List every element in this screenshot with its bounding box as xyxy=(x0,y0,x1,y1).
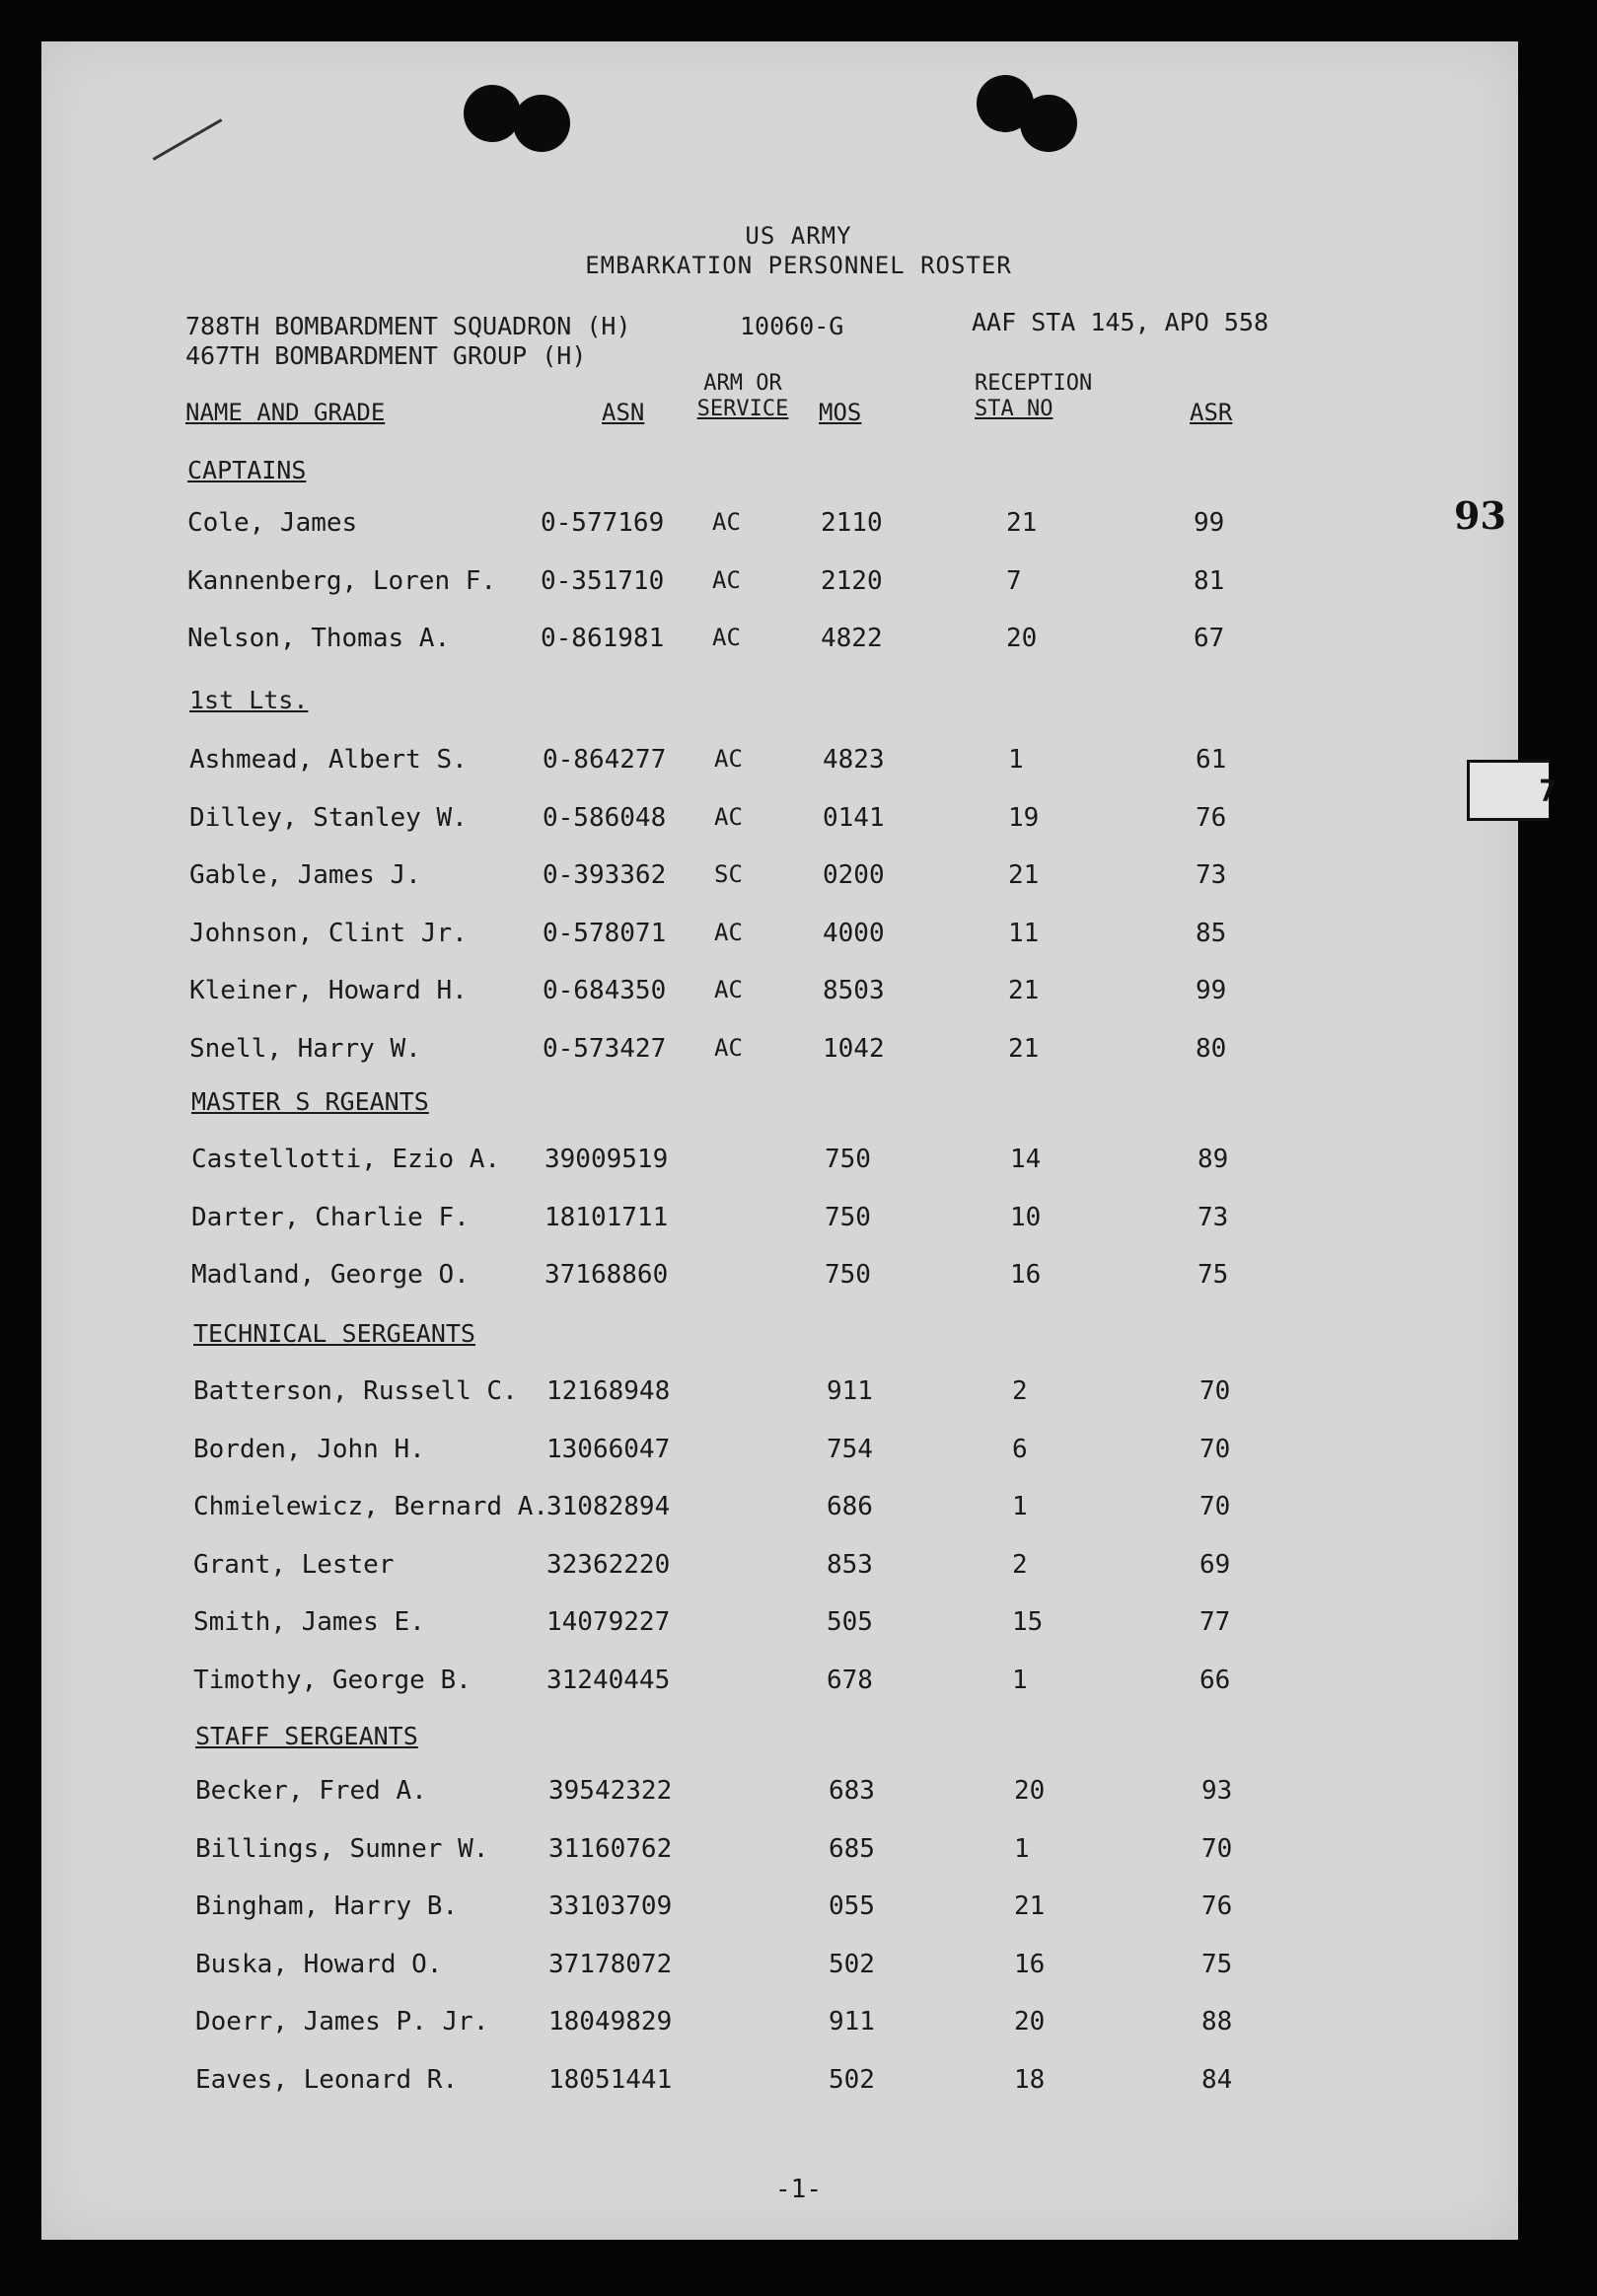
roster-row xyxy=(0,1666,1597,1705)
asr-value: 70 xyxy=(1201,1834,1233,1864)
asn-value: 31240445 xyxy=(546,1666,671,1695)
arm-service-value: SC xyxy=(714,860,743,888)
section-heading: TECHNICAL SERGEANTS xyxy=(193,1319,475,1348)
person-name: Doerr, James P. Jr. xyxy=(195,2007,489,2037)
asn-value: 0-577169 xyxy=(541,508,665,538)
roster-row xyxy=(0,1260,1597,1299)
reception-station-value: 19 xyxy=(1008,803,1040,833)
reception-station-value: 21 xyxy=(1008,860,1040,890)
reception-station-value: 1 xyxy=(1012,1492,1028,1521)
arm-service-value: AC xyxy=(714,745,743,773)
col-header-sta-line1: RECEPTION xyxy=(975,371,1093,396)
roster-row xyxy=(0,1834,1597,1874)
person-name: Kannenberg, Loren F. xyxy=(187,566,497,596)
reception-station-value: 1 xyxy=(1008,745,1024,775)
mos-value: 683 xyxy=(829,1776,875,1806)
mos-value: 0141 xyxy=(823,803,885,833)
reception-station-value: 21 xyxy=(1006,508,1038,538)
asn-value: 18101711 xyxy=(544,1203,669,1232)
roster-row xyxy=(0,1776,1597,1815)
reception-station-value: 7 xyxy=(1006,566,1022,596)
arm-service-value: AC xyxy=(714,919,743,946)
arm-service-value: AC xyxy=(712,566,741,594)
arm-service-value: AC xyxy=(712,624,741,651)
mos-value: 4823 xyxy=(823,745,885,775)
arm-service-value: AC xyxy=(714,803,743,831)
reception-station-value: 18 xyxy=(1014,2065,1046,2095)
asr-value: 99 xyxy=(1194,508,1225,538)
reception-station-value: 14 xyxy=(1010,1145,1042,1174)
reception-station-value: 21 xyxy=(1008,1034,1040,1064)
roster-row xyxy=(0,1607,1597,1647)
reception-station-value: 16 xyxy=(1014,1950,1046,1979)
reception-station-value: 15 xyxy=(1012,1607,1044,1637)
person-name: Nelson, Thomas A. xyxy=(187,624,451,653)
asn-value: 13066047 xyxy=(546,1435,671,1464)
asn-value: 31082894 xyxy=(546,1492,671,1521)
asr-value: 61 xyxy=(1196,745,1227,775)
section-heading: STAFF SERGEANTS xyxy=(195,1722,418,1750)
asn-value: 0-578071 xyxy=(543,919,667,948)
person-name: Johnson, Clint Jr. xyxy=(189,919,468,948)
asr-value: 67 xyxy=(1194,624,1225,653)
roster-row xyxy=(0,566,1597,606)
reception-station-value: 2 xyxy=(1012,1376,1028,1406)
asn-value: 37168860 xyxy=(544,1260,669,1290)
asr-value: 89 xyxy=(1198,1145,1229,1174)
asr-value: 77 xyxy=(1199,1607,1231,1637)
col-header-asr: ASR xyxy=(1190,399,1233,426)
mos-value: 911 xyxy=(829,2007,875,2037)
mos-value: 0200 xyxy=(823,860,885,890)
person-name: Becker, Fred A. xyxy=(195,1776,427,1806)
person-name: Borden, John H. xyxy=(193,1435,425,1464)
asr-value: 66 xyxy=(1199,1666,1231,1695)
asn-value: 39542322 xyxy=(548,1776,673,1806)
roster-row xyxy=(0,1550,1597,1590)
asn-value: 33103709 xyxy=(548,1891,673,1921)
asn-value: 39009519 xyxy=(544,1145,669,1174)
reception-station-value: 1 xyxy=(1014,1834,1030,1864)
asn-value: 0-351710 xyxy=(541,566,665,596)
roster-row xyxy=(0,1435,1597,1474)
unit-code: 10060-G xyxy=(740,312,844,340)
person-name: Chmielewicz, Bernard A. xyxy=(193,1492,549,1521)
roster-row xyxy=(0,860,1597,900)
asr-value: 75 xyxy=(1198,1260,1229,1290)
punch-hole-right-b xyxy=(1020,95,1077,152)
person-name: Dilley, Stanley W. xyxy=(189,803,468,833)
roster-row xyxy=(0,745,1597,784)
asr-value: 80 xyxy=(1196,1034,1227,1064)
title-line-2: EMBARKATION PERSONNEL ROSTER xyxy=(585,252,1012,279)
asn-value: 0-393362 xyxy=(543,860,667,890)
roster-row xyxy=(0,1492,1597,1531)
asn-value: 18049829 xyxy=(548,2007,673,2037)
person-name: Ashmead, Albert S. xyxy=(189,745,468,775)
asr-value: 70 xyxy=(1199,1492,1231,1521)
person-name: Darter, Charlie F. xyxy=(191,1203,470,1232)
person-name: Smith, James E. xyxy=(193,1607,425,1637)
reception-station-value: 21 xyxy=(1008,976,1040,1005)
arm-service-value: AC xyxy=(714,1034,743,1062)
mos-value: 678 xyxy=(827,1666,873,1695)
asr-value: 70 xyxy=(1199,1376,1231,1406)
roster-row xyxy=(0,1203,1597,1242)
asr-value: 73 xyxy=(1198,1203,1229,1232)
mos-value: 8503 xyxy=(823,976,885,1005)
asn-value: 37178072 xyxy=(548,1950,673,1979)
person-name: Timothy, George B. xyxy=(193,1666,472,1695)
asn-value: 0-864277 xyxy=(543,745,667,775)
col-header-sta xyxy=(975,371,1117,422)
mos-value: 4000 xyxy=(823,919,885,948)
reception-station-value: 20 xyxy=(1014,1776,1046,1806)
mos-value: 2110 xyxy=(821,508,883,538)
mos-value: 750 xyxy=(825,1260,871,1290)
person-name: Castellotti, Ezio A. xyxy=(191,1145,501,1174)
mos-value: 2120 xyxy=(821,566,883,596)
section-heading: MASTER S RGEANTS xyxy=(191,1087,429,1116)
col-header-arm xyxy=(679,371,807,422)
mos-value: 1042 xyxy=(823,1034,885,1064)
roster-row xyxy=(0,803,1597,843)
asn-value: 0-861981 xyxy=(541,624,665,653)
asr-value: 73 xyxy=(1196,860,1227,890)
reception-station-value: 20 xyxy=(1006,624,1038,653)
col-header-asn: ASN xyxy=(602,399,645,426)
person-name: Cole, James xyxy=(187,508,358,538)
person-name: Buska, Howard O. xyxy=(195,1950,443,1979)
person-name: Bingham, Harry B. xyxy=(195,1891,459,1921)
col-header-sta-line2: STA NO xyxy=(975,397,1053,421)
asr-value: 88 xyxy=(1201,2007,1233,2037)
reception-station-value: 2 xyxy=(1012,1550,1028,1580)
col-header-mos: MOS xyxy=(819,399,862,426)
group-name: 467TH BOMBARDMENT GROUP (H) xyxy=(185,341,587,370)
col-header-arm-line1: ARM OR xyxy=(703,371,782,396)
mos-value: 685 xyxy=(829,1834,875,1864)
person-name: Snell, Harry W. xyxy=(189,1034,421,1064)
person-name: Grant, Lester xyxy=(193,1550,395,1580)
roster-row xyxy=(0,508,1597,548)
asn-value: 0-573427 xyxy=(543,1034,667,1064)
margin-stamp: 93 xyxy=(1454,493,1506,538)
mos-value: 502 xyxy=(829,1950,875,1979)
asr-value: 69 xyxy=(1199,1550,1231,1580)
reception-station-value: 16 xyxy=(1010,1260,1042,1290)
roster-row xyxy=(0,1891,1597,1931)
roster-row xyxy=(0,1145,1597,1184)
asn-value: 18051441 xyxy=(548,2065,673,2095)
reception-station-value: 21 xyxy=(1014,1891,1046,1921)
asr-value: 70 xyxy=(1199,1435,1231,1464)
page-number: -1- xyxy=(775,2175,822,2204)
roster-row xyxy=(0,2007,1597,2046)
asn-value: 31160762 xyxy=(548,1834,673,1864)
col-header-arm-line2: SERVICE xyxy=(696,397,789,421)
asr-value: 75 xyxy=(1201,1950,1233,1979)
person-name: Gable, James J. xyxy=(189,860,421,890)
person-name: Eaves, Leonard R. xyxy=(195,2065,459,2095)
index-tab xyxy=(1467,760,1549,821)
roster-row xyxy=(0,1034,1597,1074)
reception-station-value: 6 xyxy=(1012,1435,1028,1464)
reception-station-value: 20 xyxy=(1014,2007,1046,2037)
station: AAF STA 145, APO 558 xyxy=(972,308,1270,336)
section-heading: CAPTAINS xyxy=(187,456,307,484)
person-name: Billings, Sumner W. xyxy=(195,1834,489,1864)
asn-value: 14079227 xyxy=(546,1607,671,1637)
arm-service-value: AC xyxy=(714,976,743,1003)
person-name: Kleiner, Howard H. xyxy=(189,976,468,1005)
index-tab-mark: 7 xyxy=(1539,775,1558,809)
asr-value: 84 xyxy=(1201,2065,1233,2095)
asr-value: 76 xyxy=(1196,803,1227,833)
reception-station-value: 1 xyxy=(1012,1666,1028,1695)
roster-row xyxy=(0,976,1597,1015)
roster-row xyxy=(0,2065,1597,2105)
mos-value: 055 xyxy=(829,1891,875,1921)
asr-value: 99 xyxy=(1196,976,1227,1005)
asr-value: 81 xyxy=(1194,566,1225,596)
section-heading: 1st Lts. xyxy=(189,686,309,714)
roster-row xyxy=(0,1376,1597,1416)
mos-value: 911 xyxy=(827,1376,873,1406)
mos-value: 754 xyxy=(827,1435,873,1464)
roster-row xyxy=(0,1950,1597,1989)
punch-hole-left-b xyxy=(513,95,570,152)
punch-hole-left-a xyxy=(464,85,521,142)
reception-station-value: 10 xyxy=(1010,1203,1042,1232)
asr-value: 85 xyxy=(1196,919,1227,948)
mos-value: 853 xyxy=(827,1550,873,1580)
arm-service-value: AC xyxy=(712,508,741,536)
squadron-name: 788TH BOMBARDMENT SQUADRON (H) xyxy=(185,312,631,340)
title-line-1: US ARMY xyxy=(745,222,852,250)
mos-value: 4822 xyxy=(821,624,883,653)
roster-row xyxy=(0,624,1597,663)
mos-value: 686 xyxy=(827,1492,873,1521)
asn-value: 12168948 xyxy=(546,1376,671,1406)
mos-value: 750 xyxy=(825,1203,871,1232)
reception-station-value: 11 xyxy=(1008,919,1040,948)
roster-row xyxy=(0,919,1597,958)
mos-value: 502 xyxy=(829,2065,875,2095)
mos-value: 505 xyxy=(827,1607,873,1637)
mos-value: 750 xyxy=(825,1145,871,1174)
asn-value: 32362220 xyxy=(546,1550,671,1580)
asr-value: 76 xyxy=(1201,1891,1233,1921)
asn-value: 0-586048 xyxy=(543,803,667,833)
person-name: Batterson, Russell C. xyxy=(193,1376,518,1406)
asr-value: 93 xyxy=(1201,1776,1233,1806)
asn-value: 0-684350 xyxy=(543,976,667,1005)
col-header-name: NAME AND GRADE xyxy=(185,399,386,426)
person-name: Madland, George O. xyxy=(191,1260,470,1290)
